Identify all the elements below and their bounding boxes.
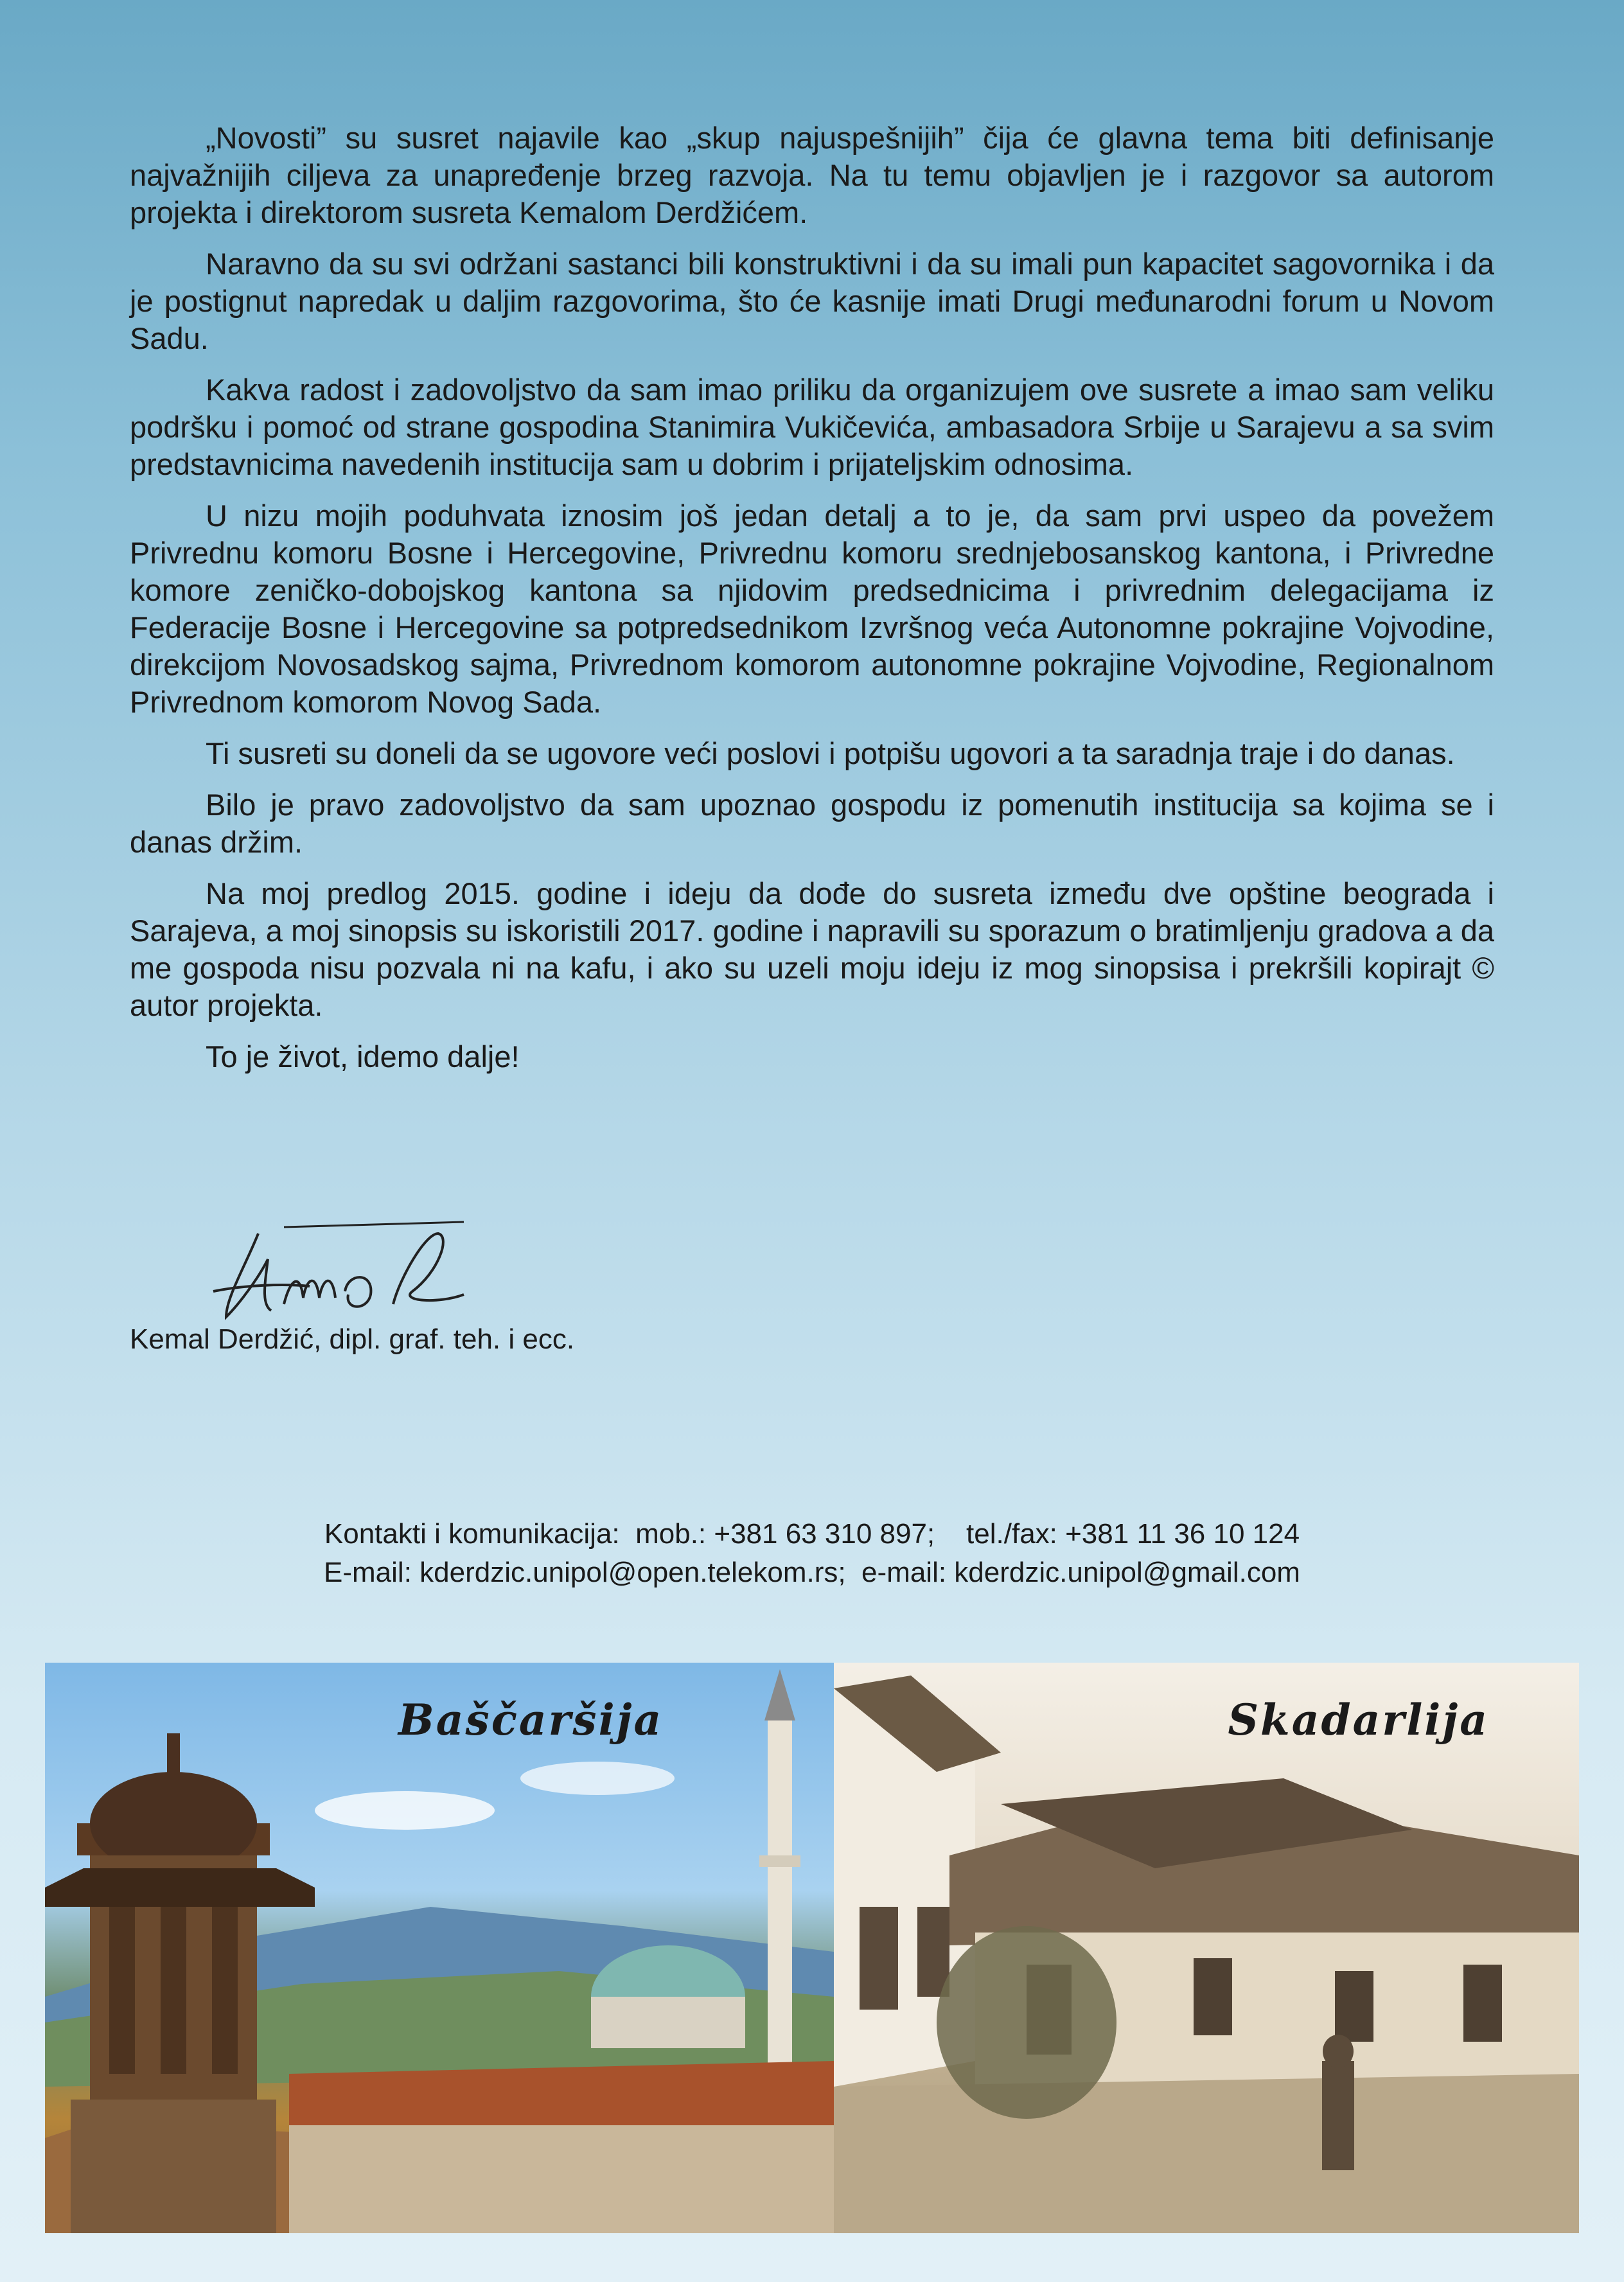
- contact-info: [0, 1515, 1624, 1592]
- body-text: [130, 119, 1494, 1090]
- handwritten-signature: [188, 1208, 470, 1330]
- contact-email-line: E-mail: kderdzic.unipol@open.telekom.rs; e-mail: kderdzic.unipol@gmail.com: [324, 1557, 1300, 1588]
- paragraph: To je život, idemo dalje!: [206, 1039, 520, 1074]
- paragraph: Bilo je pravo zadovoljstvo da sam upoznao gospodu iz pomenutih institucija sa kojima se i danas držim.: [130, 788, 1494, 859]
- bascarsija-illustration: [45, 1663, 834, 2233]
- paragraph: U nizu mojih poduhvata iznosim još jedan detalj a to je, da sam prvi uspeo da povežem Privrednu komoru Bosne i Hercegovine, Privrednu komoru srednjebosanskog kantona, i Privredne komore zeničko-dobojskog kantona sa njidovim predsednicima i privrednim delegacijama iz Federacije Bosne i Hercegovine sa potpredsednikom Izvršnog veća Autonomne pokrajine Vojvodine, direkcijom Novosadskog sajma, Privrednom komorom autonomne pokrajine Vojvodine, Regionalnom Privrednom komorom Novog Sada.: [130, 499, 1494, 719]
- paragraph: Kakva radost i zadovoljstvo da sam imao priliku da organizujem ove susrete a imao sam veliku podršku i pomoć od strane gospodina Stanimira Vukičevića, ambasadora Srbije u Sarajevu a sa svim predstavnicima navedenih institucija sam u dobrim i prijateljskim odnosima.: [130, 373, 1494, 481]
- photo-strip: [45, 1663, 1579, 2233]
- paragraph: „Novosti” su susret najavile kao „skup najuspešnijih” čija će glavna tema biti definisanje najvažnijih ciljeva za unapređenje brzeg razvoja. Na tu temu objavljen je i razgovor sa autorom projekta i direktorom susreta Kemalom Derdžićem.: [130, 121, 1494, 229]
- paragraph: Naravno da su svi održani sastanci bili konstruktivni i da su imali pun kapacitet sagovornika i da je postignut napredak u daljim razgovorima, što će kasnije imati Drugi međunarodni forum u Novom Sadu.: [130, 247, 1494, 355]
- signature-icon: [188, 1208, 470, 1330]
- skadarlija-caption: Skadarlija: [1228, 1695, 1489, 1745]
- paragraph: Na moj predlog 2015. godine i ideju da dođe do susreta između dve opštine beograda i Sarajeva, a moj sinopsis su iskoristili 2017. godine i napravili su sporazum o bratimljenju gradova a da me gospoda nisu pozvala ni na kafu, i ako su uzeli moju ideju iz mog sinopsisa i prekršili kopirajt © autor projekta.: [130, 876, 1494, 1022]
- bascarsija-caption: Baščaršija: [398, 1695, 664, 1745]
- contact-phone-line: Kontakti i komunikacija: mob.: +381 63 310 897; tel./fax: +381 11 36 10 124: [324, 1518, 1300, 1550]
- bascarsija-photo: [45, 1663, 834, 2233]
- skadarlija-photo: [834, 1663, 1579, 2233]
- paragraph: Ti susreti su doneli da se ugovore veći poslovi i potpišu ugovori a ta saradnja traje i do danas.: [206, 736, 1455, 770]
- skadarlija-illustration: [834, 1663, 1579, 2233]
- signer-name: Kemal Derdžić, dipl. graf. teh. i ecc.: [130, 1323, 575, 1355]
